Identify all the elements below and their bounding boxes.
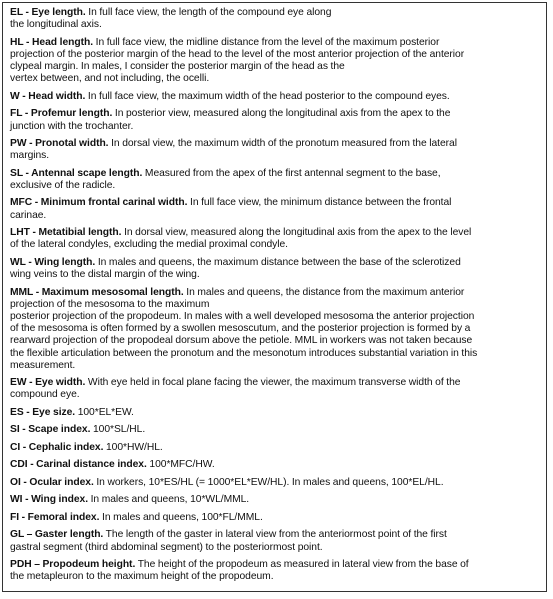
definition-text: In full face view, the minimum distance between the frontal xyxy=(187,197,452,209)
definition-line xyxy=(10,407,540,419)
definitions-box xyxy=(2,2,547,592)
definition-term: FL - Profemur length. xyxy=(10,108,113,120)
definition-line xyxy=(10,323,540,335)
definition-term: OI - Ocular index. xyxy=(10,476,94,488)
definition-line xyxy=(10,512,540,524)
definition-line xyxy=(10,442,540,454)
definition-text: posterior projection of the propodeum. In males with a well developed mesosoma the anterior projection xyxy=(10,310,475,322)
definition-text: In dorsal view, the maximum width of the pronotum measured from the lateral xyxy=(108,138,457,150)
definition-entry xyxy=(10,377,540,401)
definition-text: In males and queens, the maximum distance between the base of the sclerotized xyxy=(95,256,461,268)
definition-text: In workers, 10*ES/HL (= 1000*EL*EW/HL). In males and queens, 100*EL/HL. xyxy=(93,476,444,488)
definition-line xyxy=(10,49,540,61)
definition-text: In males and queens, the distance from the maximum anterior xyxy=(183,286,465,298)
definition-text: of the mesosoma is often formed by a swollen mesoscutum, and the posterior projection is formed by a xyxy=(10,323,471,335)
definition-text: 100*EL*EW. xyxy=(75,406,134,418)
definition-line xyxy=(10,494,540,506)
definition-entry xyxy=(10,7,540,31)
definition-line xyxy=(10,257,540,269)
definition-text: In posterior view, measured along the longitudinal axis from the apex to the xyxy=(112,108,451,120)
definition-entry xyxy=(10,91,540,103)
definition-line xyxy=(10,360,540,372)
definition-term: MFC - Minimum frontal carinal width. xyxy=(10,197,188,209)
definition-text: With eye held in focal plane facing the viewer, the maximum transverse width of the xyxy=(85,377,461,389)
definition-text: In dorsal view, measured along the longitudinal axis from the apex to the level xyxy=(121,227,472,239)
definition-line xyxy=(10,559,540,571)
definition-text: rearward projection of the propodeal dorsum above the petiole. MML in workers was not taken because xyxy=(10,335,473,347)
definition-term: SI - Scape index. xyxy=(10,424,91,436)
definition-term: FI - Femoral index. xyxy=(10,511,100,523)
definition-term: CDI - Carinal distance index. xyxy=(10,459,147,471)
definition-text: of the lateral condyles, excluding the medial proximal condyle. xyxy=(10,239,288,251)
definition-term: SL - Antennal scape length. xyxy=(10,167,143,179)
definition-line xyxy=(10,348,540,360)
definition-text: margins. xyxy=(10,150,50,162)
definition-line xyxy=(10,571,540,583)
definition-text: gastral segment (third abdominal segment) to the posteriormost point. xyxy=(10,541,323,553)
definition-text: In males and queens, 10*WL/MML. xyxy=(88,494,250,506)
definition-line xyxy=(10,7,540,19)
definition-line xyxy=(10,37,540,49)
definition-text: the flexible articulation between the pronotum and the mesonotum introduces substantial variation in this xyxy=(10,347,478,359)
definition-text: In full face view, the midline distance from the level of the maximum posterior xyxy=(93,36,440,48)
definition-term: ES - Eye size. xyxy=(10,406,76,418)
definition-line xyxy=(10,180,540,192)
definition-term: EW - Eye width. xyxy=(10,377,86,389)
definition-entry xyxy=(10,197,540,221)
definition-entry xyxy=(10,512,540,524)
definition-line xyxy=(10,73,540,85)
definition-text: In full face view, the length of the compound eye along xyxy=(85,7,332,18)
definition-term: PDH – Propodeum height. xyxy=(10,559,136,571)
definition-text: 100*SL/HL. xyxy=(90,424,146,436)
definition-term: WL - Wing length. xyxy=(10,256,96,268)
definition-line xyxy=(10,168,540,180)
definition-entry xyxy=(10,477,540,489)
definition-text: junction with the trochanter. xyxy=(10,120,134,132)
definition-entry xyxy=(10,168,540,192)
definition-line xyxy=(10,19,540,31)
definition-term: HL - Head length. xyxy=(10,36,94,48)
definition-text: In full face view, the maximum width of the head posterior to the compound eyes. xyxy=(85,90,450,102)
definition-term: WI - Wing index. xyxy=(10,494,89,506)
definition-line xyxy=(10,389,540,401)
definition-entry xyxy=(10,424,540,436)
definition-text: the metapleuron to the maximum height of the propodeum. xyxy=(10,571,274,583)
definition-line xyxy=(10,91,540,103)
definition-line xyxy=(10,150,540,162)
definition-term: GL – Gaster length. xyxy=(10,529,104,541)
definition-text: carinae. xyxy=(10,209,47,221)
definition-text: compound eye. xyxy=(10,389,80,401)
definition-entry xyxy=(10,442,540,454)
definition-term: PW - Pronotal width. xyxy=(10,138,109,150)
definition-text: projection of the mesosoma to the maximum xyxy=(10,298,210,310)
definition-text: exclusive of the radicle. xyxy=(10,179,116,191)
definition-entry xyxy=(10,529,540,553)
definition-text: vertex between, and not including, the ocelli. xyxy=(10,73,210,85)
definition-entry xyxy=(10,494,540,506)
definition-line xyxy=(10,61,540,73)
definition-line xyxy=(10,197,540,209)
definition-text: wing veins to the distal margin of the wing. xyxy=(10,269,200,281)
definition-line xyxy=(10,477,540,489)
definition-line xyxy=(10,529,540,541)
definition-line xyxy=(10,335,540,347)
definition-entry xyxy=(10,37,540,86)
definition-line xyxy=(10,287,540,299)
definition-text: measurement. xyxy=(10,359,76,371)
definition-line xyxy=(10,227,540,239)
definition-line xyxy=(10,377,540,389)
definition-term: MML - Maximum mesosomal length. xyxy=(10,286,184,298)
definition-line xyxy=(10,424,540,436)
definition-text: The height of the propodeum as measured in lateral view from the base of xyxy=(135,559,469,571)
definition-line xyxy=(10,121,540,133)
definition-text: In males and queens, 100*FL/MML. xyxy=(99,511,263,523)
definition-line xyxy=(10,239,540,251)
definition-text: clypeal margin. In males, I consider the posterior margin of the head as the xyxy=(10,61,345,73)
definition-entry xyxy=(10,287,540,372)
definition-text: Measured from the apex of the first antennal segment to the base, xyxy=(142,167,441,179)
definition-entry xyxy=(10,227,540,251)
definition-line xyxy=(10,138,540,150)
definition-text: 100*MFC/HW. xyxy=(146,459,215,471)
definition-line xyxy=(10,311,540,323)
definition-entry xyxy=(10,108,540,132)
definition-term: LHT - Metatibial length. xyxy=(10,227,122,239)
definition-term: CI - Cephalic index. xyxy=(10,441,104,453)
definition-entry xyxy=(10,559,540,583)
definition-line xyxy=(10,210,540,222)
definition-entry xyxy=(10,459,540,471)
definition-text: the longitudinal axis. xyxy=(10,19,102,31)
definition-line xyxy=(10,269,540,281)
definition-line xyxy=(10,542,540,554)
definition-term: EL - Eye length. xyxy=(10,7,86,18)
definition-text: projection of the posterior margin of the head to the level of the most anterior projection of the anterior xyxy=(10,48,465,60)
definition-line xyxy=(10,299,540,311)
definition-entry xyxy=(10,407,540,419)
definition-text: The length of the gaster in lateral view from the anteriormost point of the first xyxy=(103,529,447,541)
definition-text: 100*HW/HL. xyxy=(103,441,163,453)
definition-entry xyxy=(10,138,540,162)
definition-term: W - Head width. xyxy=(10,90,86,102)
definition-line xyxy=(10,108,540,120)
definition-entry xyxy=(10,257,540,281)
definition-line xyxy=(10,459,540,471)
